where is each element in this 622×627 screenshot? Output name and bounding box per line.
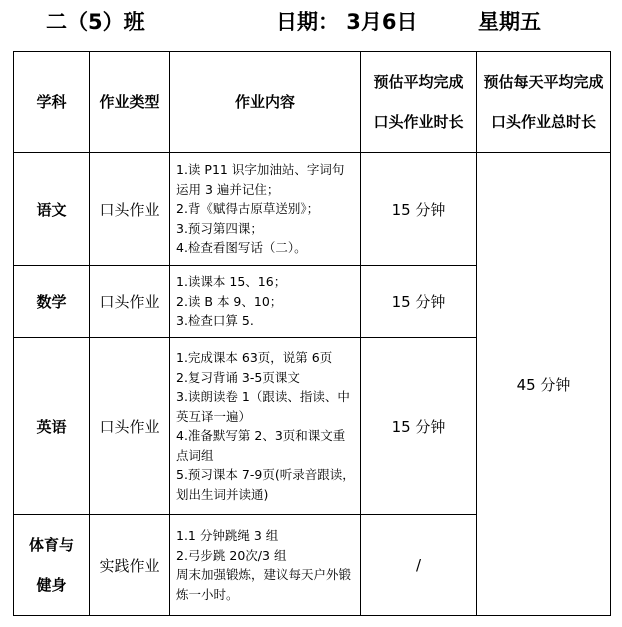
header-avg-time-line1: 预估平均完成 (373, 73, 464, 91)
header-avg-time-line2: 口头作业时长 (373, 113, 464, 131)
homework-table (13, 51, 611, 616)
header-content: 作业内容 (170, 52, 361, 153)
time-cell: 15 分钟 (361, 266, 477, 338)
content-line: 3.读朗读卷 1（跟读、指读、中英互译一遍） (176, 389, 350, 424)
time-cell: 15 分钟 (361, 153, 477, 266)
header-type: 作业类型 (90, 52, 170, 153)
time-cell: / (361, 515, 477, 616)
table-row (14, 153, 611, 266)
content-line: 1.读课本 15、16； (176, 274, 287, 290)
time-cell: 15 分钟 (361, 338, 477, 515)
weekday-label: 星期五 (478, 10, 541, 34)
content-cell (170, 338, 361, 515)
type-cell: 口头作业 (90, 153, 170, 266)
daily-total-cell: 45 分钟 (477, 153, 611, 616)
header-daily-total-line1: 预估每天平均完成 (483, 73, 604, 91)
content-line: 4.检查看图写话（二）。 (176, 240, 307, 256)
header-daily-total-line2: 口头作业总时长 (490, 113, 596, 131)
content-line: 1.1 分钟跳绳 3 组 (176, 528, 279, 543)
content-line: 1.完成课本 63页，说第 6页 (176, 350, 333, 365)
content-cell (170, 266, 361, 338)
content-line: 3.检查口算 5. (176, 313, 254, 329)
content-line: 2.读 B 本 9、10； (176, 293, 283, 309)
content-line: 5.预习课本 7-9页(听录音跟读，划出生词并读通) (176, 467, 355, 502)
class-name: 二（5）班 (46, 10, 145, 34)
type-cell: 口头作业 (90, 338, 170, 515)
type-cell: 实践作业 (90, 515, 170, 616)
subject-cell: 语文 (14, 153, 90, 266)
header-subject: 学科 (14, 52, 90, 153)
page-header (0, 6, 622, 36)
subject-line: 体育与 (28, 536, 74, 554)
subject-line: 健身 (36, 576, 67, 594)
header-daily-total (477, 52, 611, 153)
date-label: 日期： 3月6日 (276, 10, 418, 34)
content-line: 2.弓步跳 20次/3 组 (176, 547, 287, 563)
subject-cell (14, 515, 90, 616)
type-cell: 口头作业 (90, 266, 170, 338)
table-header-row (14, 52, 611, 153)
content-line: 周末加强锻炼，建议每天户外锻炼一小时。 (176, 567, 352, 602)
subject-cell: 数学 (14, 266, 90, 338)
content-line: 3.预习第四课； (176, 220, 263, 236)
subject-cell: 英语 (14, 338, 90, 515)
content-line: 1.读 P11 识字加油站、字词句运用 3 遍并记住； (176, 162, 345, 197)
header-avg-time (361, 52, 477, 153)
content-cell (170, 153, 361, 266)
content-line: 2.背《赋得古原草送别》； (176, 201, 320, 217)
content-cell (170, 515, 361, 616)
content-line: 4.准备默写第 2、3页和课文重点词组 (176, 428, 346, 463)
content-line: 2.复习背诵 3-5页课文 (176, 369, 300, 385)
